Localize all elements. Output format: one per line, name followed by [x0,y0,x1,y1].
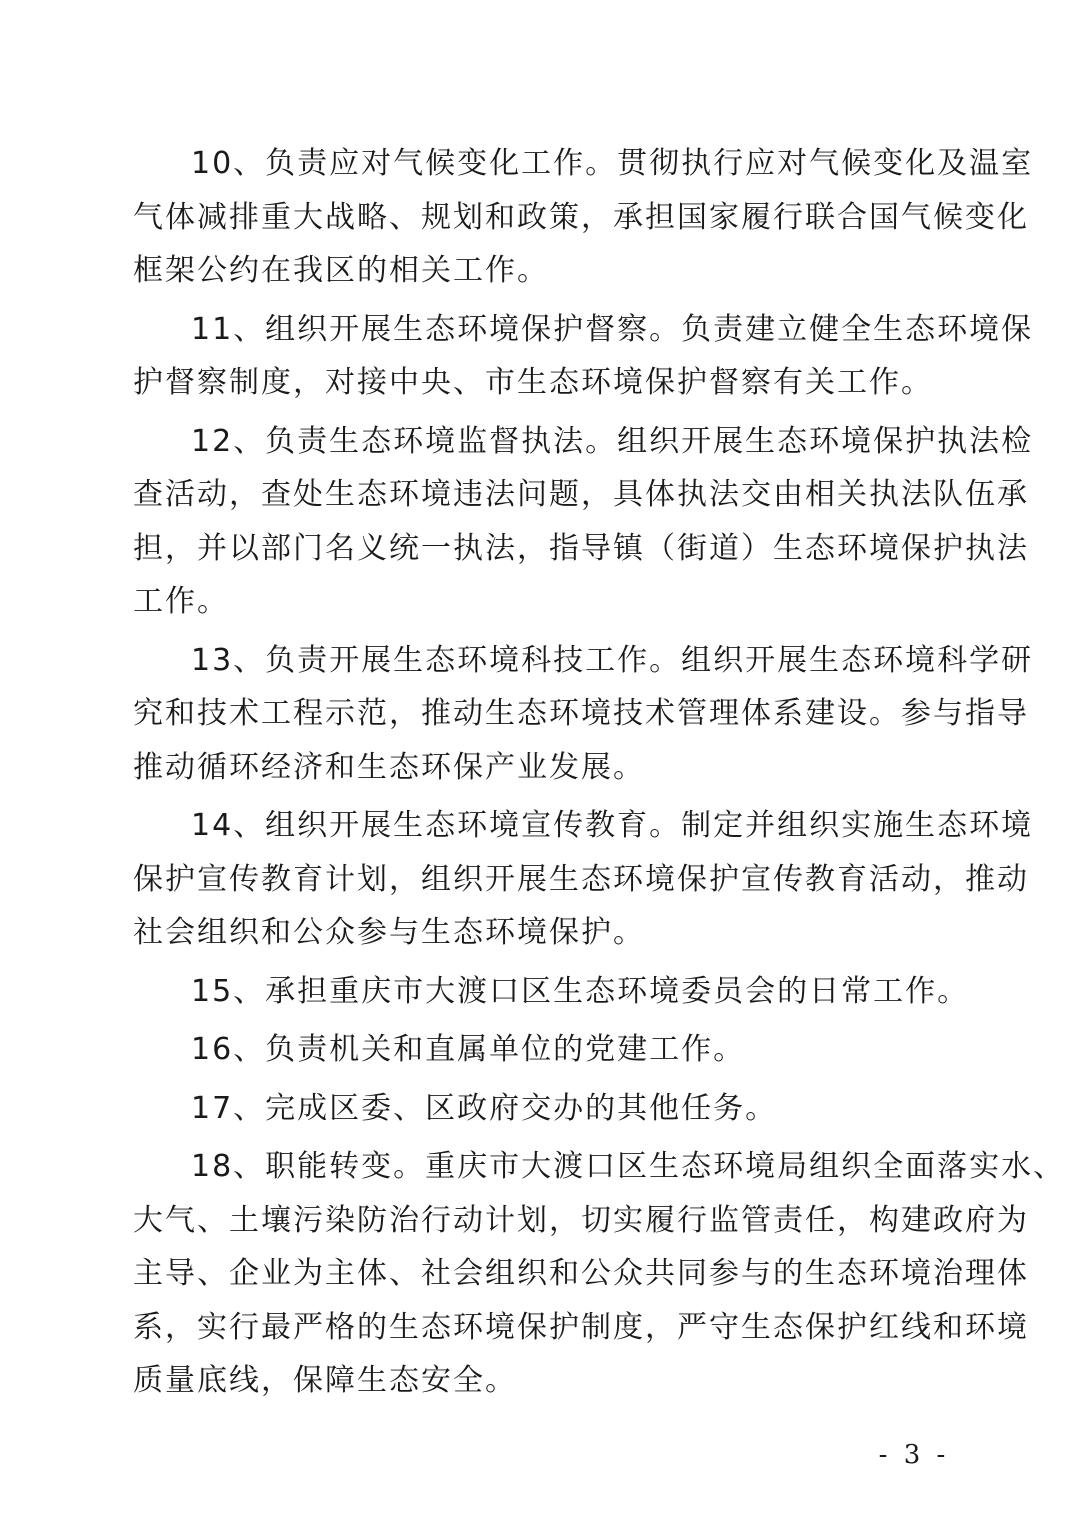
paragraph-item-16 [133,1023,948,1077]
paragraph-item-11 [133,303,1034,410]
text-line: 社会组织和公众参与生态环境保护。 [133,915,645,950]
paragraph-item-17 [133,1082,948,1136]
paragraph-item-14 [133,799,1034,960]
text-line: 质量底线，保障生态安全。 [133,1363,517,1398]
paragraph-item-10 [133,137,1034,298]
text-line: 14、组织开展生态环境宣传教育。制定并组织实施生态环境 [191,808,1034,843]
text-line: 12、负责生态环境监督执法。组织开展生态环境保护执法检 [191,423,1034,459]
text-line: 13、负责开展生态环境科技工作。组织开展生态环境科学研 [191,642,1034,678]
text-line: 10、负责应对气候变化工作。贯彻执行应对气候变化及温室 [191,146,1034,181]
text-line: 17、完成区委、区政府交办的其他任务。 [191,1090,778,1126]
text-line: 保护宣传教育计划，组织开展生态环境保护宣传教育活动，推动 [133,861,1029,897]
paragraph-item-15 [133,965,970,1019]
text-line: 查活动，查处生态环境违法问题，具体执法交由相关执法队伍承 [133,477,1029,512]
text-line: 15、承担重庆市大渡口区生态环境委员会的日常工作。 [191,973,970,1009]
text-line: 框架公约在我区的相关工作。 [133,253,549,288]
text-line: 18、职能转变。重庆市大渡口区生态环境局组织全面落实水、 [191,1149,1066,1184]
text-line: 系，实行最严格的生态环境保护制度，严守生态保护红线和环境 [133,1309,1029,1345]
text-line: 主导、企业为主体、社会组织和公众共同参与的生态环境治理体 [133,1256,1029,1291]
paragraph-item-18 [133,1140,1066,1408]
paragraph-item-13 [133,634,1034,795]
text-line: 护督察制度，对接中央、市生态环境保护督察有关工作。 [133,365,933,400]
page-number: - 3 - [878,1440,950,1470]
text-line: 11、组织开展生态环境保护督察。负责建立健全生态环境保 [191,311,1034,347]
text-line: 16、负责机关和直属单位的党建工作。 [191,1032,746,1067]
text-line: 气体减排重大战略、规划和政策，承担国家履行联合国气候变化 [133,199,1029,235]
document-body [133,137,1066,1413]
text-line: 工作。 [133,584,229,619]
text-line: 担，并以部门名义统一执法，指导镇（街道）生态环境保护执法 [133,530,1029,566]
text-line: 大气、土壤污染防治行动计划，切实履行监管责任，构建政府为 [133,1202,1029,1238]
text-line: 推动循环经济和生态环保产业发展。 [133,749,645,785]
paragraph-item-12 [133,415,1034,629]
text-line: 究和技术工程示范，推动生态环境技术管理体系建设。参与指导 [133,696,1029,731]
